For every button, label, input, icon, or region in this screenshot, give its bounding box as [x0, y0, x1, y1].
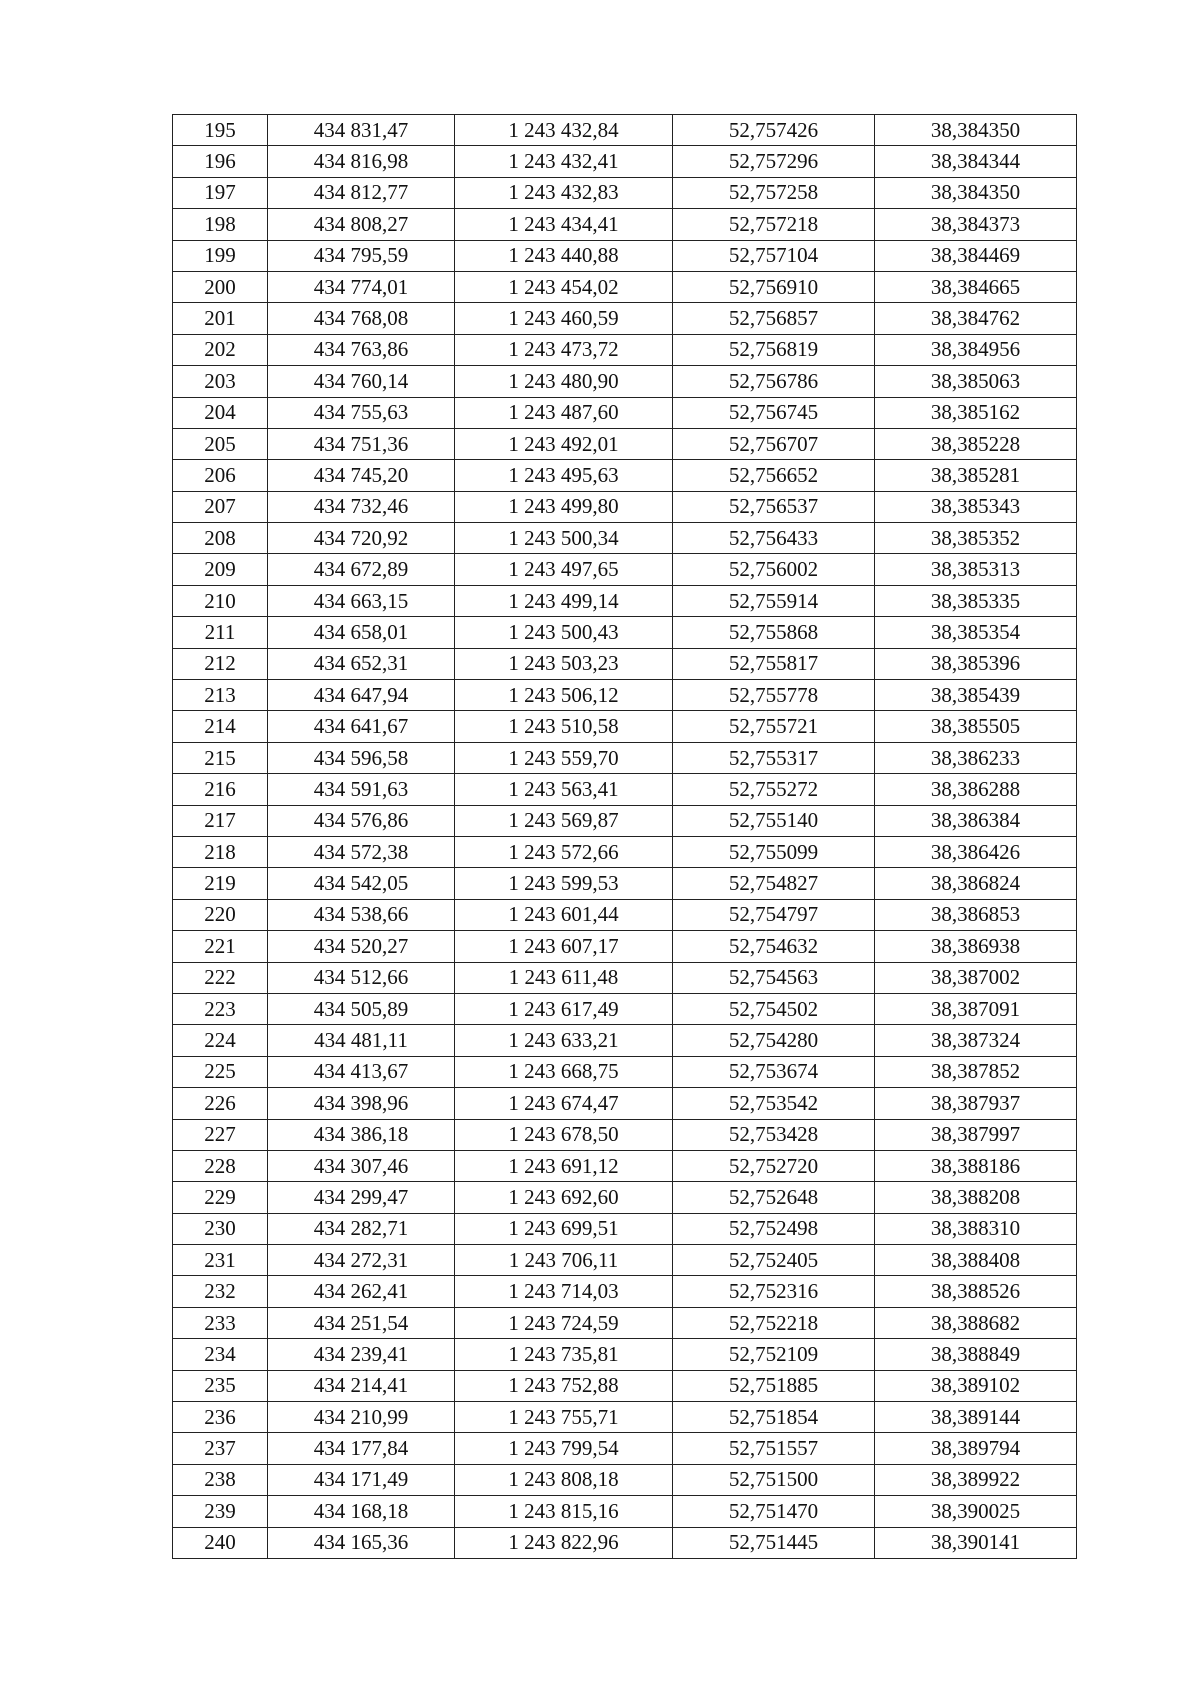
table-row — [173, 240, 1077, 271]
table-row — [173, 397, 1077, 428]
table-row — [173, 962, 1077, 993]
point-number-cell: 232 — [173, 1276, 268, 1307]
y-coordinate-cell: 1 243 440,88 — [455, 240, 673, 271]
table-row — [173, 1056, 1077, 1087]
x-coordinate-cell: 434 808,27 — [268, 209, 455, 240]
point-number-cell: 222 — [173, 962, 268, 993]
longitude-cell: 38,385343 — [875, 491, 1077, 522]
y-coordinate-cell: 1 243 432,41 — [455, 146, 673, 177]
x-coordinate-cell: 434 413,67 — [268, 1056, 455, 1087]
y-coordinate-cell: 1 243 752,88 — [455, 1370, 673, 1401]
point-number-cell: 227 — [173, 1119, 268, 1150]
longitude-cell: 38,389922 — [875, 1464, 1077, 1495]
latitude-cell: 52,754502 — [673, 993, 875, 1024]
point-number-cell: 199 — [173, 240, 268, 271]
latitude-cell: 52,754827 — [673, 868, 875, 899]
longitude-cell: 38,388310 — [875, 1213, 1077, 1244]
table-row — [173, 1119, 1077, 1150]
point-number-cell: 238 — [173, 1464, 268, 1495]
latitude-cell: 52,754632 — [673, 931, 875, 962]
table-row — [173, 334, 1077, 365]
point-number-cell: 224 — [173, 1025, 268, 1056]
table-row — [173, 1245, 1077, 1276]
x-coordinate-cell: 434 831,47 — [268, 115, 455, 146]
y-coordinate-cell: 1 243 617,49 — [455, 993, 673, 1024]
x-coordinate-cell: 434 763,86 — [268, 334, 455, 365]
longitude-cell: 38,384373 — [875, 209, 1077, 240]
table-row — [173, 1496, 1077, 1527]
x-coordinate-cell: 434 251,54 — [268, 1307, 455, 1338]
x-coordinate-cell: 434 720,92 — [268, 523, 455, 554]
x-coordinate-cell: 434 774,01 — [268, 271, 455, 302]
longitude-cell: 38,385162 — [875, 397, 1077, 428]
y-coordinate-cell: 1 243 668,75 — [455, 1056, 673, 1087]
x-coordinate-cell: 434 745,20 — [268, 460, 455, 491]
x-coordinate-cell: 434 262,41 — [268, 1276, 455, 1307]
point-number-cell: 216 — [173, 774, 268, 805]
y-coordinate-cell: 1 243 699,51 — [455, 1213, 673, 1244]
table-row — [173, 1339, 1077, 1370]
x-coordinate-cell: 434 398,96 — [268, 1088, 455, 1119]
table-row — [173, 1025, 1077, 1056]
y-coordinate-cell: 1 243 755,71 — [455, 1402, 673, 1433]
table-row — [173, 271, 1077, 302]
x-coordinate-cell: 434 272,31 — [268, 1245, 455, 1276]
longitude-cell: 38,389794 — [875, 1433, 1077, 1464]
x-coordinate-cell: 434 210,99 — [268, 1402, 455, 1433]
x-coordinate-cell: 434 812,77 — [268, 177, 455, 208]
x-coordinate-cell: 434 299,47 — [268, 1182, 455, 1213]
y-coordinate-cell: 1 243 633,21 — [455, 1025, 673, 1056]
point-number-cell: 209 — [173, 554, 268, 585]
longitude-cell: 38,385396 — [875, 648, 1077, 679]
y-coordinate-cell: 1 243 822,96 — [455, 1527, 673, 1558]
longitude-cell: 38,385281 — [875, 460, 1077, 491]
latitude-cell: 52,756433 — [673, 523, 875, 554]
latitude-cell: 52,757258 — [673, 177, 875, 208]
point-number-cell: 237 — [173, 1433, 268, 1464]
table-row — [173, 1307, 1077, 1338]
longitude-cell: 38,387997 — [875, 1119, 1077, 1150]
table-row — [173, 177, 1077, 208]
y-coordinate-cell: 1 243 724,59 — [455, 1307, 673, 1338]
latitude-cell: 52,756910 — [673, 271, 875, 302]
table-row — [173, 617, 1077, 648]
latitude-cell: 52,752316 — [673, 1276, 875, 1307]
y-coordinate-cell: 1 243 563,41 — [455, 774, 673, 805]
x-coordinate-cell: 434 239,41 — [268, 1339, 455, 1370]
latitude-cell: 52,752109 — [673, 1339, 875, 1370]
y-coordinate-cell: 1 243 492,01 — [455, 428, 673, 459]
x-coordinate-cell: 434 542,05 — [268, 868, 455, 899]
y-coordinate-cell: 1 243 599,53 — [455, 868, 673, 899]
y-coordinate-cell: 1 243 735,81 — [455, 1339, 673, 1370]
longitude-cell: 38,385335 — [875, 585, 1077, 616]
y-coordinate-cell: 1 243 510,58 — [455, 711, 673, 742]
longitude-cell: 38,385352 — [875, 523, 1077, 554]
point-number-cell: 225 — [173, 1056, 268, 1087]
longitude-cell: 38,384469 — [875, 240, 1077, 271]
point-number-cell: 212 — [173, 648, 268, 679]
x-coordinate-cell: 434 663,15 — [268, 585, 455, 616]
latitude-cell: 52,754797 — [673, 899, 875, 930]
longitude-cell: 38,388682 — [875, 1307, 1077, 1338]
point-number-cell: 219 — [173, 868, 268, 899]
longitude-cell: 38,385313 — [875, 554, 1077, 585]
latitude-cell: 52,751445 — [673, 1527, 875, 1558]
table-row — [173, 115, 1077, 146]
point-number-cell: 221 — [173, 931, 268, 962]
latitude-cell: 52,755868 — [673, 617, 875, 648]
table-row — [173, 993, 1077, 1024]
table-row — [173, 209, 1077, 240]
latitude-cell: 52,752405 — [673, 1245, 875, 1276]
table-row — [173, 428, 1077, 459]
point-number-cell: 229 — [173, 1182, 268, 1213]
table-row — [173, 366, 1077, 397]
x-coordinate-cell: 434 505,89 — [268, 993, 455, 1024]
y-coordinate-cell: 1 243 691,12 — [455, 1150, 673, 1181]
x-coordinate-cell: 434 481,11 — [268, 1025, 455, 1056]
point-number-cell: 207 — [173, 491, 268, 522]
table-row — [173, 1433, 1077, 1464]
point-number-cell: 204 — [173, 397, 268, 428]
point-number-cell: 200 — [173, 271, 268, 302]
latitude-cell: 52,755317 — [673, 742, 875, 773]
point-number-cell: 213 — [173, 680, 268, 711]
longitude-cell: 38,385439 — [875, 680, 1077, 711]
latitude-cell: 52,755721 — [673, 711, 875, 742]
y-coordinate-cell: 1 243 432,84 — [455, 115, 673, 146]
point-number-cell: 220 — [173, 899, 268, 930]
latitude-cell: 52,757296 — [673, 146, 875, 177]
x-coordinate-cell: 434 576,86 — [268, 805, 455, 836]
latitude-cell: 52,755140 — [673, 805, 875, 836]
y-coordinate-cell: 1 243 500,34 — [455, 523, 673, 554]
y-coordinate-cell: 1 243 497,65 — [455, 554, 673, 585]
point-number-cell: 197 — [173, 177, 268, 208]
latitude-cell: 52,751557 — [673, 1433, 875, 1464]
longitude-cell: 38,388408 — [875, 1245, 1077, 1276]
table-row — [173, 899, 1077, 930]
coordinates-table-body — [173, 115, 1077, 1559]
point-number-cell: 231 — [173, 1245, 268, 1276]
longitude-cell: 38,386384 — [875, 805, 1077, 836]
longitude-cell: 38,385228 — [875, 428, 1077, 459]
x-coordinate-cell: 434 768,08 — [268, 303, 455, 334]
longitude-cell: 38,387937 — [875, 1088, 1077, 1119]
latitude-cell: 52,756745 — [673, 397, 875, 428]
point-number-cell: 202 — [173, 334, 268, 365]
longitude-cell: 38,384344 — [875, 146, 1077, 177]
table-row — [173, 146, 1077, 177]
table-row — [173, 1150, 1077, 1181]
longitude-cell: 38,390141 — [875, 1527, 1077, 1558]
y-coordinate-cell: 1 243 434,41 — [455, 209, 673, 240]
latitude-cell: 52,756786 — [673, 366, 875, 397]
y-coordinate-cell: 1 243 559,70 — [455, 742, 673, 773]
longitude-cell: 38,386426 — [875, 836, 1077, 867]
longitude-cell: 38,386853 — [875, 899, 1077, 930]
table-row — [173, 1088, 1077, 1119]
x-coordinate-cell: 434 732,46 — [268, 491, 455, 522]
table-row — [173, 585, 1077, 616]
y-coordinate-cell: 1 243 487,60 — [455, 397, 673, 428]
coordinates-table — [172, 114, 1077, 1559]
point-number-cell: 226 — [173, 1088, 268, 1119]
y-coordinate-cell: 1 243 611,48 — [455, 962, 673, 993]
table-row — [173, 836, 1077, 867]
table-row — [173, 931, 1077, 962]
y-coordinate-cell: 1 243 499,80 — [455, 491, 673, 522]
latitude-cell: 52,752498 — [673, 1213, 875, 1244]
y-coordinate-cell: 1 243 500,43 — [455, 617, 673, 648]
table-row — [173, 1182, 1077, 1213]
y-coordinate-cell: 1 243 572,66 — [455, 836, 673, 867]
longitude-cell: 38,386233 — [875, 742, 1077, 773]
x-coordinate-cell: 434 520,27 — [268, 931, 455, 962]
point-number-cell: 239 — [173, 1496, 268, 1527]
y-coordinate-cell: 1 243 706,11 — [455, 1245, 673, 1276]
point-number-cell: 203 — [173, 366, 268, 397]
longitude-cell: 38,384665 — [875, 271, 1077, 302]
table-row — [173, 1370, 1077, 1401]
x-coordinate-cell: 434 214,41 — [268, 1370, 455, 1401]
table-row — [173, 303, 1077, 334]
x-coordinate-cell: 434 171,49 — [268, 1464, 455, 1495]
table-row — [173, 1276, 1077, 1307]
latitude-cell: 52,754563 — [673, 962, 875, 993]
latitude-cell: 52,757218 — [673, 209, 875, 240]
y-coordinate-cell: 1 243 678,50 — [455, 1119, 673, 1150]
longitude-cell: 38,388186 — [875, 1150, 1077, 1181]
y-coordinate-cell: 1 243 607,17 — [455, 931, 673, 962]
y-coordinate-cell: 1 243 503,23 — [455, 648, 673, 679]
latitude-cell: 52,753428 — [673, 1119, 875, 1150]
x-coordinate-cell: 434 282,71 — [268, 1213, 455, 1244]
y-coordinate-cell: 1 243 454,02 — [455, 271, 673, 302]
table-row — [173, 491, 1077, 522]
table-row — [173, 1527, 1077, 1558]
table-row — [173, 680, 1077, 711]
x-coordinate-cell: 434 755,63 — [268, 397, 455, 428]
table-row — [173, 1464, 1077, 1495]
longitude-cell: 38,390025 — [875, 1496, 1077, 1527]
y-coordinate-cell: 1 243 692,60 — [455, 1182, 673, 1213]
latitude-cell: 52,751854 — [673, 1402, 875, 1433]
table-row — [173, 1402, 1077, 1433]
x-coordinate-cell: 434 165,36 — [268, 1527, 455, 1558]
y-coordinate-cell: 1 243 460,59 — [455, 303, 673, 334]
point-number-cell: 206 — [173, 460, 268, 491]
longitude-cell: 38,387324 — [875, 1025, 1077, 1056]
point-number-cell: 195 — [173, 115, 268, 146]
latitude-cell: 52,755914 — [673, 585, 875, 616]
point-number-cell: 236 — [173, 1402, 268, 1433]
longitude-cell: 38,384350 — [875, 115, 1077, 146]
y-coordinate-cell: 1 243 601,44 — [455, 899, 673, 930]
latitude-cell: 52,751500 — [673, 1464, 875, 1495]
latitude-cell: 52,756537 — [673, 491, 875, 522]
latitude-cell: 52,752218 — [673, 1307, 875, 1338]
point-number-cell: 233 — [173, 1307, 268, 1338]
latitude-cell: 52,757104 — [673, 240, 875, 271]
longitude-cell: 38,385354 — [875, 617, 1077, 648]
x-coordinate-cell: 434 658,01 — [268, 617, 455, 648]
table-row — [173, 523, 1077, 554]
latitude-cell: 52,752648 — [673, 1182, 875, 1213]
point-number-cell: 201 — [173, 303, 268, 334]
x-coordinate-cell: 434 795,59 — [268, 240, 455, 271]
y-coordinate-cell: 1 243 473,72 — [455, 334, 673, 365]
latitude-cell: 52,752720 — [673, 1150, 875, 1181]
latitude-cell: 52,756819 — [673, 334, 875, 365]
table-row — [173, 460, 1077, 491]
y-coordinate-cell: 1 243 499,14 — [455, 585, 673, 616]
y-coordinate-cell: 1 243 714,03 — [455, 1276, 673, 1307]
longitude-cell: 38,385063 — [875, 366, 1077, 397]
table-row — [173, 742, 1077, 773]
y-coordinate-cell: 1 243 480,90 — [455, 366, 673, 397]
longitude-cell: 38,389102 — [875, 1370, 1077, 1401]
table-row — [173, 648, 1077, 679]
x-coordinate-cell: 434 596,58 — [268, 742, 455, 773]
longitude-cell: 38,388208 — [875, 1182, 1077, 1213]
x-coordinate-cell: 434 652,31 — [268, 648, 455, 679]
longitude-cell: 38,389144 — [875, 1402, 1077, 1433]
point-number-cell: 210 — [173, 585, 268, 616]
longitude-cell: 38,386824 — [875, 868, 1077, 899]
x-coordinate-cell: 434 168,18 — [268, 1496, 455, 1527]
latitude-cell: 52,756707 — [673, 428, 875, 459]
point-number-cell: 230 — [173, 1213, 268, 1244]
longitude-cell: 38,387091 — [875, 993, 1077, 1024]
longitude-cell: 38,386938 — [875, 931, 1077, 962]
latitude-cell: 52,751885 — [673, 1370, 875, 1401]
longitude-cell: 38,388849 — [875, 1339, 1077, 1370]
x-coordinate-cell: 434 641,67 — [268, 711, 455, 742]
x-coordinate-cell: 434 647,94 — [268, 680, 455, 711]
point-number-cell: 223 — [173, 993, 268, 1024]
x-coordinate-cell: 434 538,66 — [268, 899, 455, 930]
table-row — [173, 1213, 1077, 1244]
latitude-cell: 52,753674 — [673, 1056, 875, 1087]
y-coordinate-cell: 1 243 799,54 — [455, 1433, 673, 1464]
x-coordinate-cell: 434 760,14 — [268, 366, 455, 397]
latitude-cell: 52,756002 — [673, 554, 875, 585]
y-coordinate-cell: 1 243 808,18 — [455, 1464, 673, 1495]
x-coordinate-cell: 434 751,36 — [268, 428, 455, 459]
table-row — [173, 868, 1077, 899]
point-number-cell: 198 — [173, 209, 268, 240]
latitude-cell: 52,755099 — [673, 836, 875, 867]
latitude-cell: 52,753542 — [673, 1088, 875, 1119]
point-number-cell: 235 — [173, 1370, 268, 1401]
point-number-cell: 205 — [173, 428, 268, 459]
y-coordinate-cell: 1 243 569,87 — [455, 805, 673, 836]
x-coordinate-cell: 434 307,46 — [268, 1150, 455, 1181]
longitude-cell: 38,386288 — [875, 774, 1077, 805]
latitude-cell: 52,754280 — [673, 1025, 875, 1056]
latitude-cell: 52,751470 — [673, 1496, 875, 1527]
y-coordinate-cell: 1 243 506,12 — [455, 680, 673, 711]
point-number-cell: 196 — [173, 146, 268, 177]
point-number-cell: 218 — [173, 836, 268, 867]
latitude-cell: 52,755778 — [673, 680, 875, 711]
table-row — [173, 805, 1077, 836]
x-coordinate-cell: 434 512,66 — [268, 962, 455, 993]
longitude-cell: 38,387852 — [875, 1056, 1077, 1087]
point-number-cell: 228 — [173, 1150, 268, 1181]
x-coordinate-cell: 434 591,63 — [268, 774, 455, 805]
y-coordinate-cell: 1 243 495,63 — [455, 460, 673, 491]
latitude-cell: 52,755817 — [673, 648, 875, 679]
table-row — [173, 554, 1077, 585]
point-number-cell: 234 — [173, 1339, 268, 1370]
point-number-cell: 208 — [173, 523, 268, 554]
y-coordinate-cell: 1 243 432,83 — [455, 177, 673, 208]
point-number-cell: 215 — [173, 742, 268, 773]
latitude-cell: 52,756652 — [673, 460, 875, 491]
latitude-cell: 52,755272 — [673, 774, 875, 805]
table-row — [173, 711, 1077, 742]
x-coordinate-cell: 434 386,18 — [268, 1119, 455, 1150]
table-row — [173, 774, 1077, 805]
longitude-cell: 38,387002 — [875, 962, 1077, 993]
longitude-cell: 38,384350 — [875, 177, 1077, 208]
point-number-cell: 240 — [173, 1527, 268, 1558]
y-coordinate-cell: 1 243 674,47 — [455, 1088, 673, 1119]
point-number-cell: 217 — [173, 805, 268, 836]
longitude-cell: 38,388526 — [875, 1276, 1077, 1307]
longitude-cell: 38,385505 — [875, 711, 1077, 742]
point-number-cell: 211 — [173, 617, 268, 648]
x-coordinate-cell: 434 816,98 — [268, 146, 455, 177]
latitude-cell: 52,757426 — [673, 115, 875, 146]
x-coordinate-cell: 434 672,89 — [268, 554, 455, 585]
x-coordinate-cell: 434 572,38 — [268, 836, 455, 867]
y-coordinate-cell: 1 243 815,16 — [455, 1496, 673, 1527]
latitude-cell: 52,756857 — [673, 303, 875, 334]
longitude-cell: 38,384956 — [875, 334, 1077, 365]
longitude-cell: 38,384762 — [875, 303, 1077, 334]
point-number-cell: 214 — [173, 711, 268, 742]
x-coordinate-cell: 434 177,84 — [268, 1433, 455, 1464]
